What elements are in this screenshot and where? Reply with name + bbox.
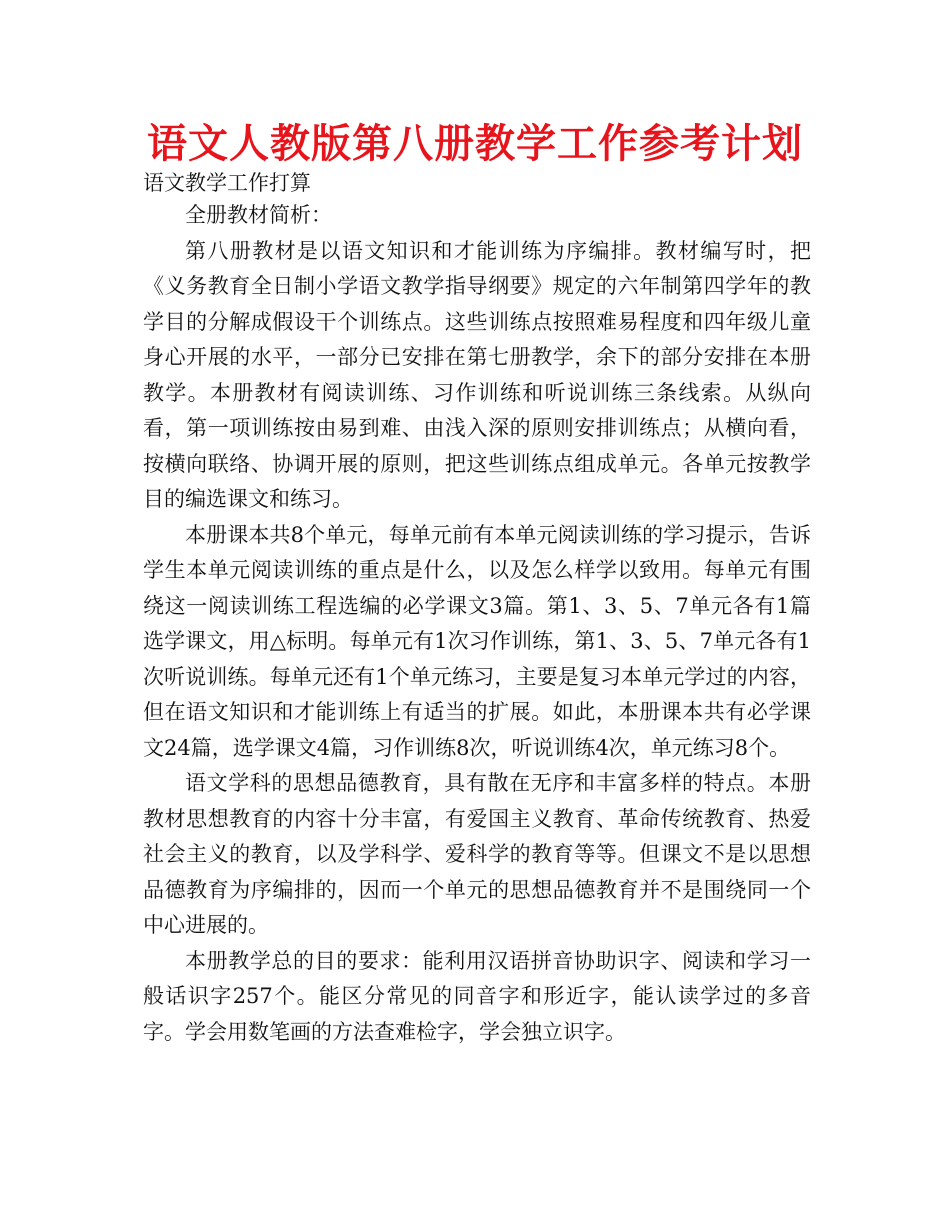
paragraph: 第八册教材是以语文知识和才能训练为序编排。教材编写时，把《义务教育全日制小学语文教学指导纲要》规定的六年制第四学年的教学目的分解成假设干个训练点。这些训练点按照难易程度和四年级儿童身心开展的水平，一部分已安排在第七册教学，余下的部分安排在本册教学。本册教材有阅读训练、习作训练和听说训练三条线索。从纵向看，第一项训练按由易到难、由浅入深的原则安排训练点；从横向看，按横向联络、协调开展的原则，把这些训练点组成单元。各单元按教学目的编选课文和练习。 xyxy=(143,238,811,511)
document-body xyxy=(143,198,811,1050)
paragraph: 本册课本共8个单元，每单元前有本单元阅读训练的学习提示，告诉学生本单元阅读训练的重点是什么，以及怎么样学以致用。每单元有围绕这一阅读训练工程选编的必学课文3篇。第1、3、5、7单元各有1篇选学课文，用△标明。每单元有1次习作训练，第1、3、5、7单元各有1次听说训练。每单元还有1个单元练习，主要是复习本单元学过的内容，但在语文知识和才能训练上有适当的扩展。如此，本册课本共有必学课文24篇，选学课文4篇，习作训练8次，听说训练4次，单元练习8个。 xyxy=(143,522,811,760)
section-heading: 全册教材简析： xyxy=(185,203,332,227)
document-title: 语文人教版第八册教学工作参考计划 xyxy=(147,121,803,167)
paragraph: 语文学科的思想品德教育，具有散在无序和丰富多样的特点。本册教材思想教育的内容十分丰富，有爱国主义教育、革命传统教育、热爱社会主义的教育，以及学科学、爱科学的教育等等。但课文不是以思想品德教育为序编排的，因而一个单元的思想品德教育并不是围绕同一个中心进展的。 xyxy=(143,771,811,937)
document-subtitle: 语文教学工作打算 xyxy=(143,171,311,195)
paragraph: 本册教学总的目的要求：能利用汉语拼音协助识字、阅读和学习一般话识字257个。能区分常见的同音字和形近字，能认读学过的多音字。学会用数笔画的方法查难检字，学会独立识字。 xyxy=(143,948,811,1044)
